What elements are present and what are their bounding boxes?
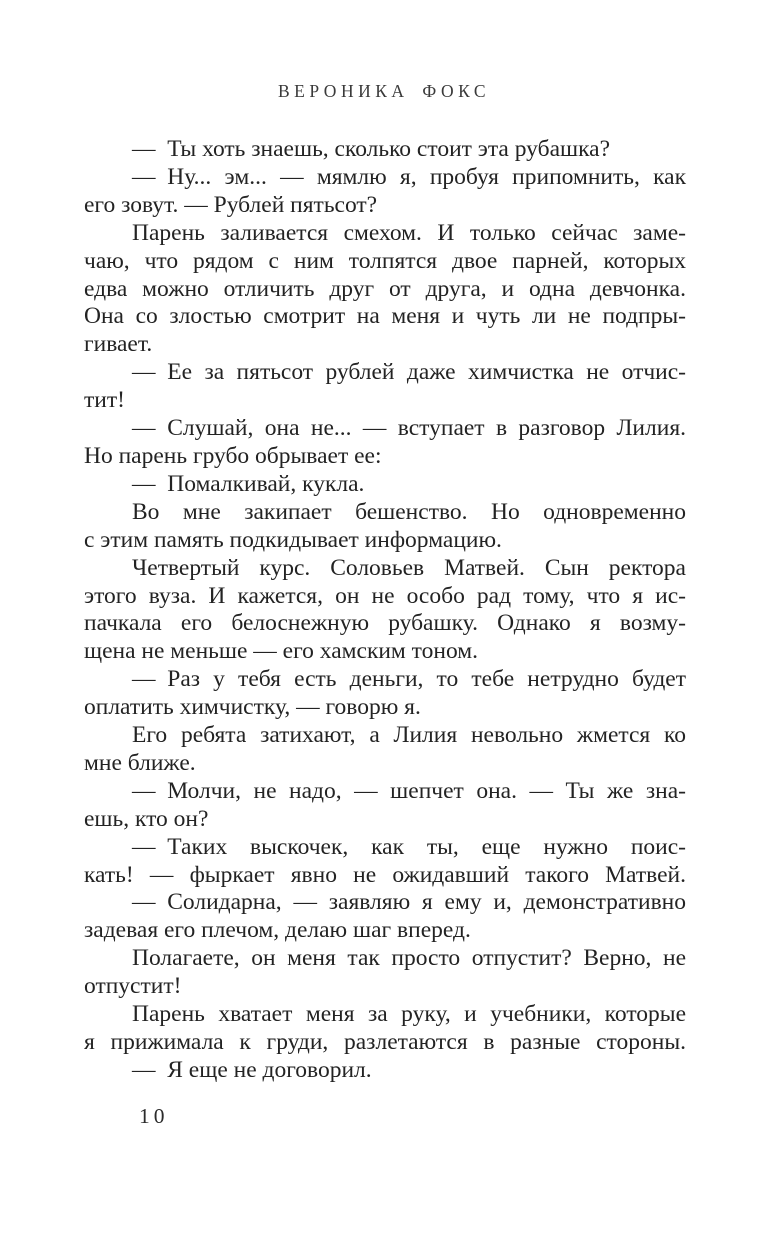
text-line: щена не меньше — его хамским тоном. [84, 638, 479, 665]
text-line: гивает. [84, 331, 153, 358]
text-line: — Раз у тебя есть деньги, то тебе нетрудно будет [132, 666, 686, 693]
text-line: Парень заливается смехом. И только сейчас заме- [132, 219, 686, 246]
text-line: его зовут. — Рублей пятьсот? [84, 191, 378, 218]
text-line: кать! — фыркает явно не ожидавший такого Матвей. [84, 861, 686, 888]
text-line: я прижимала к груди, разлетаются в разные стороны. [84, 1029, 686, 1055]
text-line: Полагаете, он меня так просто отпустит? Верно, не [132, 945, 686, 972]
text-line: тит! [84, 387, 125, 414]
text-line: Парень хватает меня за руку, и учебники, которые [132, 1001, 686, 1028]
text-line: — Солидарна, — заявляю я ему и, демонстративно [132, 889, 686, 916]
text-line: отпустит! [84, 973, 182, 1000]
text-line: Но парень грубо обрывает ее: [84, 442, 382, 469]
text-line: — Я еще не договорил. [132, 1056, 372, 1083]
text-line: с этим память подкидывает информацию. [84, 526, 502, 553]
text-line: — Ты хоть знаешь, сколько стоит эта рубашка? [132, 136, 611, 162]
body-text [84, 136, 686, 1085]
text-line: пачкала его белоснежную рубашку. Однако я возму- [84, 610, 686, 637]
text-line: Во мне закипает бешенство. Но одновременно [132, 498, 686, 525]
text-line: едва можно отличить друг от друга, и одна девчонка. [84, 275, 686, 302]
text-line: — Таких выскочек, как ты, еще нужно поис- [132, 833, 686, 860]
text-line: оплатить химчистку, — говорю я. [84, 694, 421, 721]
text-line: — Молчи, не надо, — шепчет она. — Ты же зна- [132, 777, 686, 804]
text-line: — Слушай, она не... — вступает в разговор Лилия. [132, 415, 686, 442]
text-line: — Ее за пятьсот рублей даже химчистка не отчис- [132, 359, 686, 386]
text-line: — Ну... эм... — мямлю я, пробуя припомнить, как [132, 163, 686, 190]
text-line: чаю, что рядом с ним толпятся двое парней, которых [84, 247, 686, 274]
text-line: Она со злостью смотрит на меня и чуть ли не подпры- [84, 303, 686, 330]
running-header: ВЕРОНИКА ФОКС [278, 81, 490, 101]
text-line: Его ребята затихают, а Лилия невольно жмется ко [132, 722, 686, 749]
text-line: Четвертый курс. Соловьев Матвей. Сын ректора [132, 554, 686, 581]
text-line: мне ближе. [84, 749, 196, 776]
text-line: ешь, кто он? [84, 805, 209, 832]
text-line: — Помалкивай, кукла. [132, 470, 365, 497]
page-number: 10 [139, 1104, 169, 1128]
text-line: задевая его плечом, делаю шаг вперед. [84, 917, 471, 944]
text-line: этого вуза. И кажется, он не особо рад тому, что я ис- [84, 582, 686, 609]
